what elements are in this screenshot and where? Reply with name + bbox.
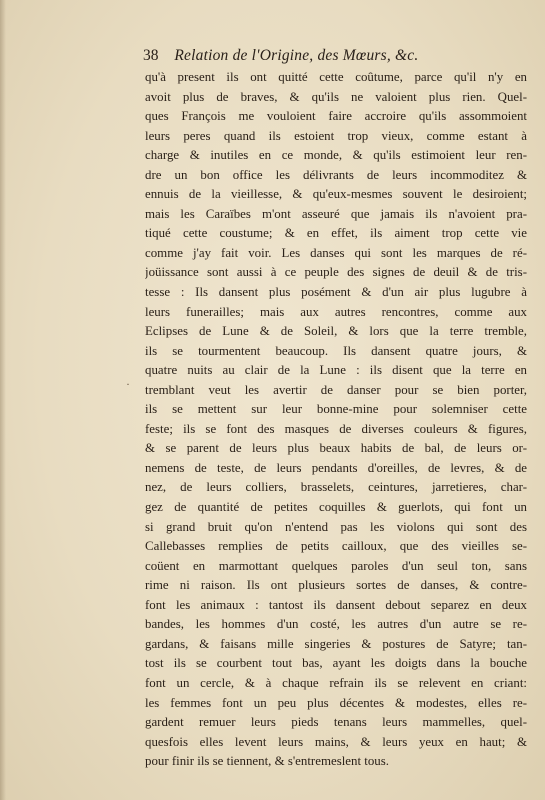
running-head bbox=[143, 46, 523, 66]
text-line: tesse : Ils dansent plus posément & d'un air plus lugubre à bbox=[145, 285, 527, 300]
text-line: comme j'ay fait voir. Les danses qui sont les marques de ré- bbox=[145, 245, 527, 260]
page-number: 38 bbox=[143, 47, 159, 64]
text-line: ils se tourmentent beaucoup. Ils dansent quatre jours, & bbox=[145, 343, 527, 358]
page-gutter-shadow bbox=[0, 0, 6, 800]
text-line: bandes, les hommes d'un costé, les autres d'un autre se re- bbox=[145, 617, 527, 632]
text-line: les femmes font un peu plus décentes & modestes, elles re- bbox=[145, 695, 527, 710]
text-line: ques François me vouloient faire accroire qu'ils assommoient bbox=[145, 109, 527, 124]
text-line: pour finir ils se tiennent, & s'entremeslent tous. bbox=[145, 754, 389, 769]
text-line: gardans, & faisans mille singeries & postures de Satyre; tan- bbox=[145, 636, 527, 651]
text-line: avoit plus de braves, & qu'ils ne valoient plus rien. Quel- bbox=[145, 89, 527, 104]
text-line: font un cercle, & à chaque refrain ils se relevent en criant: bbox=[145, 675, 527, 690]
text-line: font les animaux : tantost ils dansent debout separez en deux bbox=[145, 597, 527, 612]
margin-mark: · bbox=[126, 377, 130, 391]
text-line: leurs peres quand ils estoient trop vieux, comme estant à bbox=[145, 128, 527, 143]
text-line: mais les Caraïbes m'ont asseuré que jamais ils n'avoient pra- bbox=[145, 206, 527, 221]
text-line: nemens de teste, de leurs pendants d'oreilles, de levres, & de bbox=[145, 460, 527, 475]
text-line: tiqué cette coustume; & en effet, ils aiment trop cette vie bbox=[145, 226, 527, 241]
text-line: gez de quantité de petites coquilles & guerlots, qui font un bbox=[145, 500, 527, 515]
text-line: tremblant veut les avertir de danser pour se bien porter, bbox=[145, 382, 527, 397]
text-line: ennuis de la vieillesse, & qu'eux-mesmes souvent le desiroient; bbox=[145, 187, 527, 202]
text-line: quatre nuits au clair de la Lune : ils disent que la terre en bbox=[145, 363, 527, 378]
text-line: charge & inutiles en ce monde, & qu'ils estimoient leur ren- bbox=[145, 148, 527, 163]
text-line: feste; ils se font des masques de diverses couleurs & figures, bbox=[145, 421, 527, 436]
text-line: gardent remuer leurs pieds tenans leurs mammelles, quel- bbox=[145, 715, 527, 730]
text-line: quesfois elles levent leurs mains, & leurs yeux en haut; & bbox=[145, 734, 527, 749]
text-line: Callebasses remplies de petits cailloux, que des vieilles se- bbox=[145, 539, 527, 554]
text-line: tost ils se courbent tout bas, ayant les doigts dans la bouche bbox=[145, 656, 527, 671]
text-line: & se parent de leurs plus beaux habits de bal, de leurs or- bbox=[145, 441, 527, 456]
text-line: ils se mettent sur leur bonne-mine pour solemniser cette bbox=[145, 402, 527, 417]
text-line: dre un bon office les délivrants de leurs incommoditez & bbox=[145, 167, 527, 182]
running-title: Relation de l'Origine, des Mœurs, &c. bbox=[174, 47, 419, 64]
text-line: qu'à present ils ont quitté cette coûtume, parce qu'il n'y en bbox=[145, 70, 527, 84]
text-line: joüissance sont aussi à ce peuple des signes de deuil & de tris- bbox=[145, 265, 527, 280]
text-line: Eclipses de Lune & de Soleil, & lors que la terre tremble, bbox=[145, 324, 527, 339]
text-line: rime ni raison. Ils ont plusieurs sortes de danses, & contre- bbox=[145, 578, 527, 593]
text-line: nez, de leurs colliers, brasselets, ceintures, jarretieres, char- bbox=[145, 480, 527, 495]
body-text bbox=[145, 68, 527, 772]
text-line: si grand bruit qu'on n'entend pas les violons qui sont des bbox=[145, 519, 527, 534]
text-line: leurs funerailles; mais aux autres rencontres, comme aux bbox=[145, 304, 527, 319]
text-line: coüent en marmottant quelques paroles d'un seul ton, sans bbox=[145, 558, 527, 573]
